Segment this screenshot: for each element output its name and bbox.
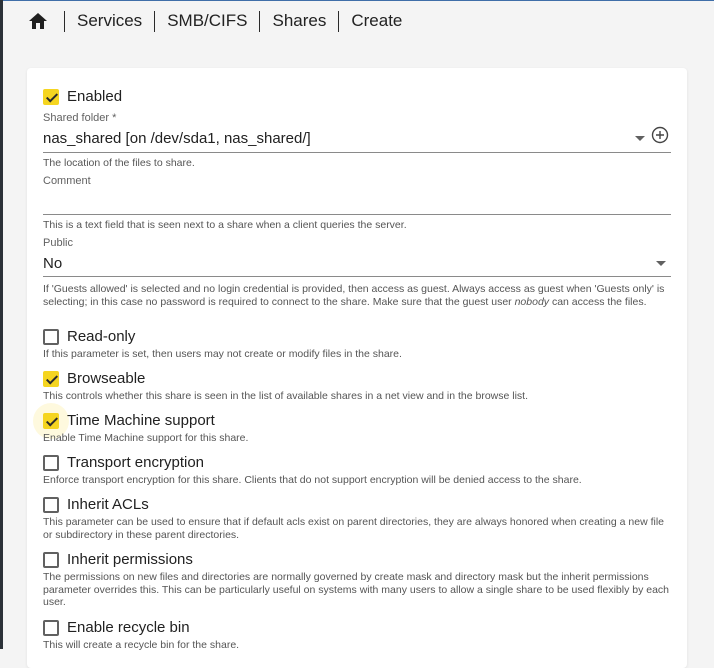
time-machine-label: Time Machine support <box>67 412 215 429</box>
breadcrumb-shares[interactable]: Shares <box>272 11 327 30</box>
transport-encryption-checkbox[interactable] <box>43 455 59 471</box>
time-machine-hint: Enable Time Machine support for this share. <box>43 432 249 444</box>
read-only-hint: If this parameter is set, then users may not create or modify files in the share. <box>43 348 402 360</box>
shared-folder-hint: The location of the files to share. <box>43 157 195 169</box>
inherit-permissions-checkbox-row[interactable] <box>43 551 193 568</box>
public-hint-guest-user: nobody <box>514 295 550 308</box>
comment-hint: This is a text field that is seen next to a share when a client queries the server. <box>43 219 407 231</box>
read-only-checkbox[interactable] <box>43 329 59 345</box>
recycle-bin-checkbox-row[interactable] <box>43 619 190 636</box>
enabled-checkbox-row[interactable] <box>43 88 122 105</box>
public-hint-text-end: can access the files. <box>549 295 647 308</box>
inherit-permissions-hint: The permissions on new files and directories are normally governed by create mask and directory mask but the inherit permissions parameter overrides this. This can be particularly useful on systems with many users to allow a single share to be used flexibly by each user. <box>43 571 670 608</box>
add-circle-icon[interactable] <box>651 126 669 144</box>
inherit-permissions-label: Inherit permissions <box>67 551 193 568</box>
browseable-checkbox[interactable] <box>43 371 59 387</box>
inherit-acls-checkbox-row[interactable] <box>43 496 149 513</box>
share-form-card <box>27 68 687 668</box>
browseable-hint: This controls whether this share is seen in the list of available shares in a net view and in the browse list. <box>43 390 528 402</box>
sidebar-edge <box>0 0 3 649</box>
top-edge <box>3 0 714 1</box>
transport-encryption-label: Transport encryption <box>67 454 205 471</box>
public-label: Public <box>43 237 73 249</box>
shared-folder-label: Shared folder * <box>43 112 117 124</box>
transport-encryption-checkbox-row[interactable] <box>43 454 204 471</box>
enabled-label: Enabled <box>67 88 123 105</box>
recycle-bin-label: Enable recycle bin <box>67 619 190 636</box>
chevron-down-icon[interactable] <box>635 136 645 141</box>
public-select[interactable]: No <box>43 255 63 272</box>
transport-encryption-hint: Enforce transport encryption for this share. Clients that do not support encryption will be denied access to the share. <box>43 474 582 486</box>
recycle-bin-hint: This will create a recycle bin for the share. <box>43 639 240 651</box>
read-only-label: Read-only <box>67 328 136 345</box>
enabled-checkbox[interactable] <box>43 89 59 105</box>
home-icon[interactable] <box>28 10 50 32</box>
public-hint-text: If 'Guests allowed' is selected and no login credential is provided, then access as guest. Always access as guest when 'Guests only' is selecting; in this case no password is required to connect to the share. Make sure that the guest user <box>43 283 665 308</box>
time-machine-checkbox-wrap[interactable] <box>43 413 59 429</box>
chevron-down-icon[interactable] <box>656 261 666 266</box>
public-underline <box>43 276 671 277</box>
inherit-permissions-checkbox[interactable] <box>43 552 59 568</box>
comment-input[interactable] <box>43 194 671 214</box>
public-hint <box>43 283 673 308</box>
breadcrumb-create: Create <box>351 11 403 30</box>
breadcrumb-services[interactable]: Services <box>77 11 143 30</box>
breadcrumb <box>28 10 414 32</box>
inherit-acls-label: Inherit ACLs <box>67 496 149 513</box>
inherit-acls-hint: This parameter can be used to ensure that if default acls exist on parent directories, they are always honored when creating a new file or subdirectory in these parent directories. <box>43 516 665 541</box>
shared-folder-select[interactable]: nas_shared [on /dev/sda1, nas_shared/] <box>43 130 311 147</box>
recycle-bin-checkbox[interactable] <box>43 620 59 636</box>
shared-folder-underline <box>43 152 671 153</box>
time-machine-checkbox-row[interactable] <box>43 412 215 429</box>
read-only-checkbox-row[interactable] <box>43 328 135 345</box>
browseable-label: Browseable <box>67 370 146 387</box>
comment-underline <box>43 214 671 215</box>
comment-label: Comment <box>43 175 91 187</box>
inherit-acls-checkbox[interactable] <box>43 497 59 513</box>
browseable-checkbox-row[interactable] <box>43 370 145 387</box>
breadcrumb-smb-cifs[interactable]: SMB/CIFS <box>167 11 248 30</box>
time-machine-checkbox[interactable] <box>43 413 59 429</box>
